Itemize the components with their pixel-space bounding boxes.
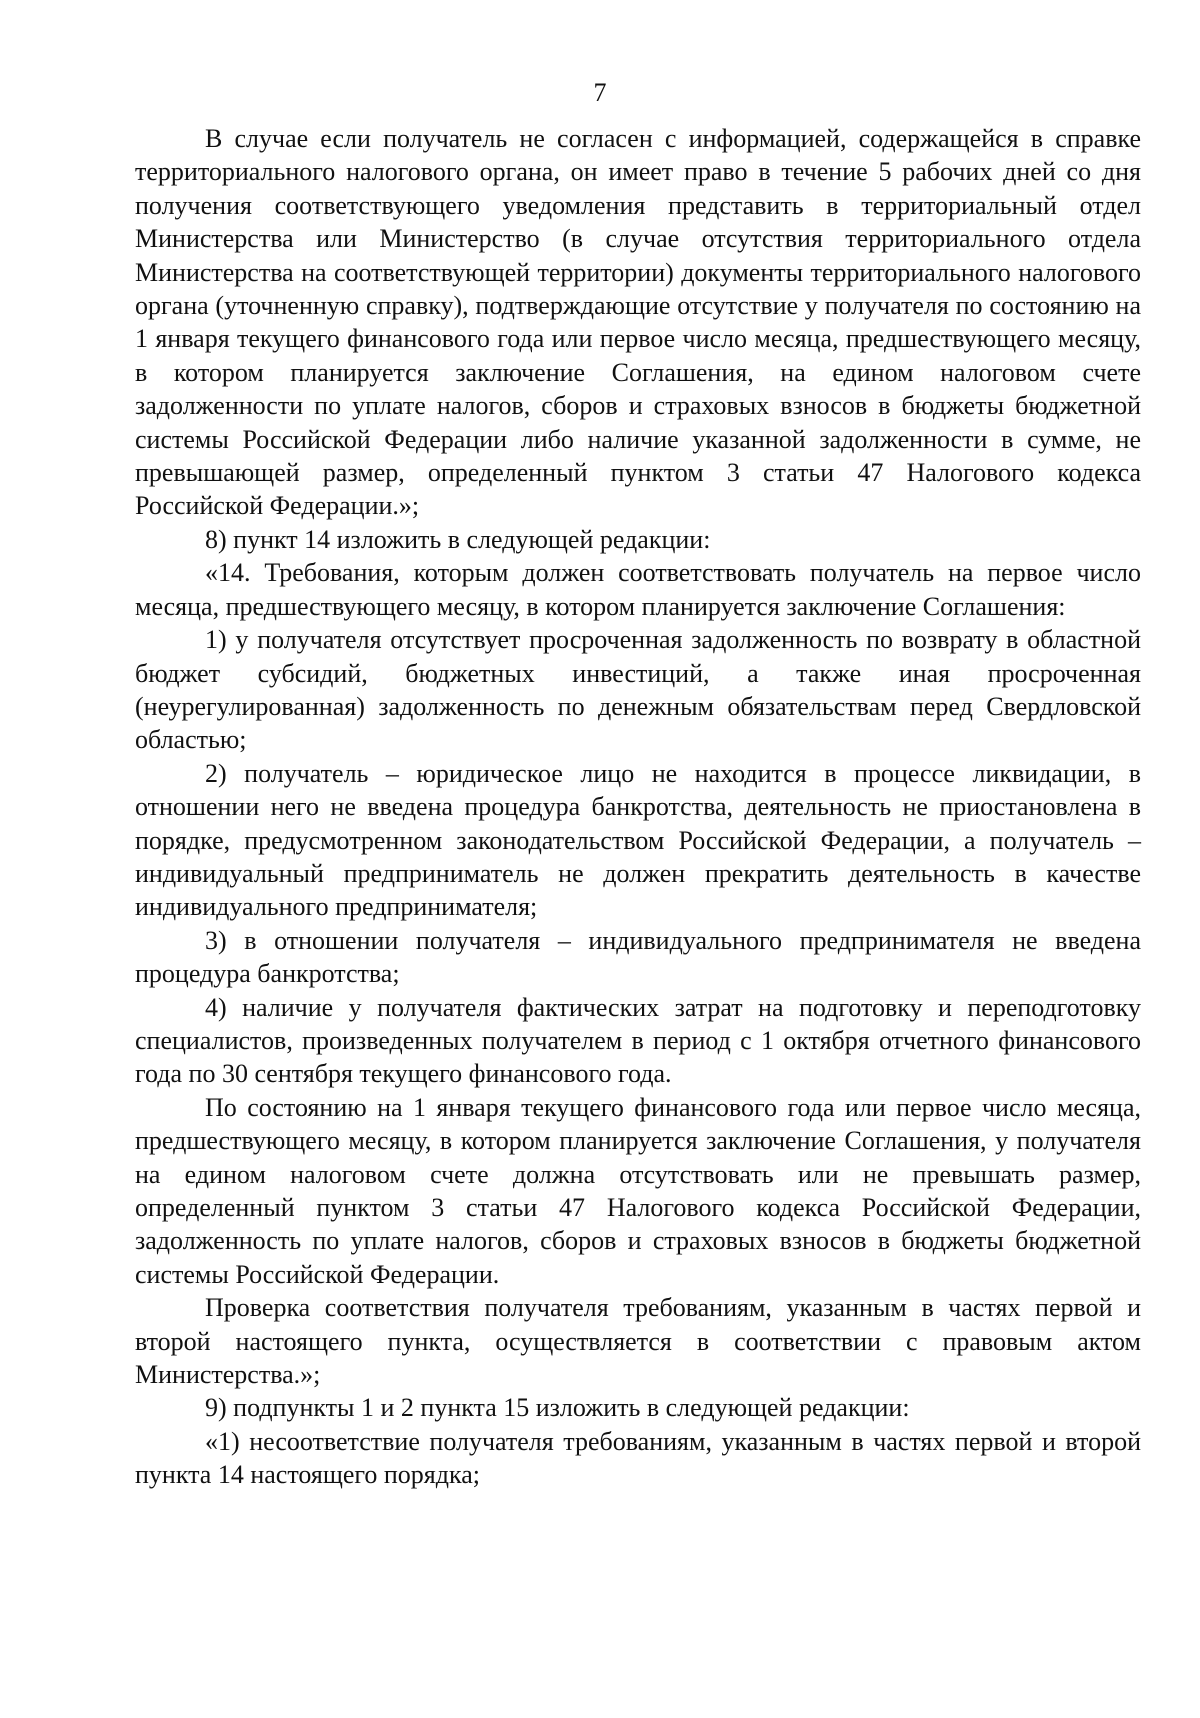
paragraph-amendment-8: 8) пункт 14 изложить в следующей редакции: bbox=[205, 524, 711, 554]
paragraph-requirement-1: 1) у получателя отсутствует просроченная задолженность по возврату в областной бюджет субсидий, бюджетных инвестиций, а также иная просроченная (неурегулированная) задолженность по денежным обязательствам перед Свердловской областью; bbox=[135, 625, 1141, 755]
paragraph-requirement-4: 4) наличие у получателя фактических затрат на подготовку и переподготовку специалистов, произведенных получателем в период с 1 октября отчетного финансового года по 30 сентября текущего финансового года. bbox=[135, 992, 1141, 1089]
paragraph-subclause-1: «1) несоответствие получателя требованиям, указанным в частях первой и второй пункта 14 настоящего порядка; bbox=[135, 1426, 1141, 1490]
paragraph-tax-debt-condition: По состоянию на 1 января текущего финансового года или первое число месяца, предшествующего месяцу, в котором планируется заключение Соглашения, у получателя на едином налоговом счете должна отсутствовать или не превышать размер, определенный пунктом 3 статьи 47 Налогового кодекса Российской Федерации, задолженность по уплате налогов, сборов и страховых взносов в бюджеты бюджетной системы Российской Федерации. bbox=[135, 1092, 1141, 1289]
paragraph-requirement-3: 3) в отношении получателя – индивидуального предпринимателя не введена процедура банкротства; bbox=[135, 925, 1141, 989]
paragraph-compliance-check: Проверка соответствия получателя требованиям, указанным в частях первой и второй настоящего пункта, осуществляется в соответствии с правовым актом Министерства.»; bbox=[135, 1293, 1141, 1390]
document-body bbox=[135, 122, 1141, 1492]
paragraph-requirement-2: 2) получатель – юридическое лицо не находится в процессе ликвидации, в отношении него не введена процедура банкротства, деятельность не приостановлена в порядке, предусмотренном законодательством Российской Федерации, а получатель – индивидуальный предприниматель не должен прекратить деятельность в качестве индивидуального предпринимателя; bbox=[135, 758, 1141, 922]
paragraph-clause-14-intro: «14. Требования, которым должен соответствовать получатель на первое число месяца, предшествующего месяцу, в котором планируется заключение Соглашения: bbox=[135, 558, 1141, 621]
paragraph-tax-certificate-dispute: В случае если получатель не согласен с информацией, содержащейся в справке территориального налогового органа, он имеет право в течение 5 рабочих дней со дня получения соответствующего уведомления представить в территориальный отдел Министерства или Министерство (в случае отсутствия территориального отдела Министерства на соответствующей территории) документы территориального налогового органа (уточненную справку), подтверждающие отсутствие у получателя по состоянию на 1 января текущего финансового года или первое число месяца, предшествующего месяцу, в котором планируется заключение Соглашения, на едином налоговом счете задолженности по уплате налогов, сборов и страховых взносов в бюджеты бюджетной системы Российской Федерации либо наличие указанной задолженности в сумме, не превышающей размер, определенный пунктом 3 статьи 47 Налогового кодекса Российской Федерации.»; bbox=[135, 124, 1141, 521]
paragraph-amendment-9: 9) подпункты 1 и 2 пункта 15 изложить в следующей редакции: bbox=[205, 1393, 910, 1423]
page-number: 7 bbox=[593, 78, 607, 107]
